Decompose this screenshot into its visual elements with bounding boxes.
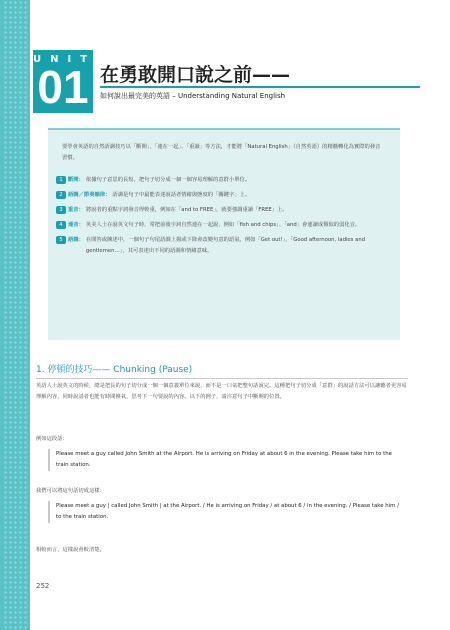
tip-label: 語調／節奏韻律： [68, 192, 111, 198]
number-badge-icon: 2 [56, 191, 66, 199]
example-sentence-chunked: Please meet a guy | called John Smith | at the Airport. / He is arriving on Friday / at about 6 / in the evening. / Please take him / to the train station. [48, 501, 406, 523]
tip-label: 重音： [68, 207, 84, 213]
tip-text: 依據句子意思的長短，把句子切分成一個一個容易理解的意群小單位。 [85, 177, 251, 183]
tip-item [56, 235, 392, 257]
unit-number: 01 [37, 61, 89, 113]
tip-item [56, 190, 392, 201]
unit-label: UNIT [33, 54, 97, 65]
side-decoration-strip [0, 0, 30, 630]
number-badge-icon: 3 [56, 206, 66, 214]
section-paragraph: 英語人士說英文的時候，總是把長的句子切分成一個一個意義單位來說，而不是一口氣把整句話說完。這種把句子切分成「意群」的說話方法可以讓聽者更容易理解內容，同時說話者也能有時間換氣、思考下一句要說的內容。以下的例子，請注意句子中斷開的位置。 [36, 383, 407, 400]
section-heading: 1. 停頓的技巧—— Chunking (Pause) [36, 362, 408, 379]
number-badge-icon: 1 [56, 176, 66, 184]
number-badge-icon: 5 [56, 236, 66, 244]
tip-item [56, 175, 392, 186]
tips-box [48, 128, 400, 340]
tip-text: 將說者的重點字詞發音得較重，例如在「and to FREE」，就要強調重讀「FREE」上。 [85, 207, 288, 213]
tip-label: 連音： [68, 222, 84, 228]
example-label: 例如這段話： [36, 436, 68, 442]
tip-text: 英美人士在說英文句子時，常把前後字詞自然連在一起說，例如「fish and chips」、「and」會連讀成類似的弱化音。 [85, 222, 361, 228]
tips-intro: 要學會英語的自然語調技巧以「斷開」、「連在一起」、「重讀」等方法，才能將「Natural English」（自然英語）的精髓轉化為實際的發音習慣。 [62, 144, 381, 161]
tip-label: 語調： [68, 237, 84, 243]
number-badge-icon: 4 [56, 221, 66, 229]
example-label: 我們可以將這句話切成這樣： [36, 488, 105, 494]
example-label: 相較而言，這樣說會較清楚。 [36, 547, 105, 553]
page-subtitle: 如何說出最完美的英語 – Understanding Natural English [100, 86, 420, 101]
tip-label: 斷開： [68, 177, 84, 183]
tips-list [56, 175, 392, 261]
unit-badge [33, 50, 97, 113]
example-sentence: Please meet a guy called John Smith at the Airport. He is arriving on Friday at about 6 in the evening. Please take him to the train station. [48, 449, 406, 471]
tip-item [56, 220, 392, 231]
dot-pattern [3, 0, 27, 630]
tip-text: 語調是句子中最能表達說話者情緒與態度的「關鍵字」上。 [112, 192, 251, 198]
tip-text: 在問答或陳述中，一個句子句尾語調上揚或下降會改變句意的語氣，例如「Get out!」、「Good afternoon, ladies and gentlemen…」，其可表達出不同的語調和情緒意味。 [85, 237, 366, 254]
page-title: 在勇敢開口說之前—— [100, 64, 291, 86]
tip-item [56, 205, 392, 216]
page-number: 252 [36, 582, 50, 590]
